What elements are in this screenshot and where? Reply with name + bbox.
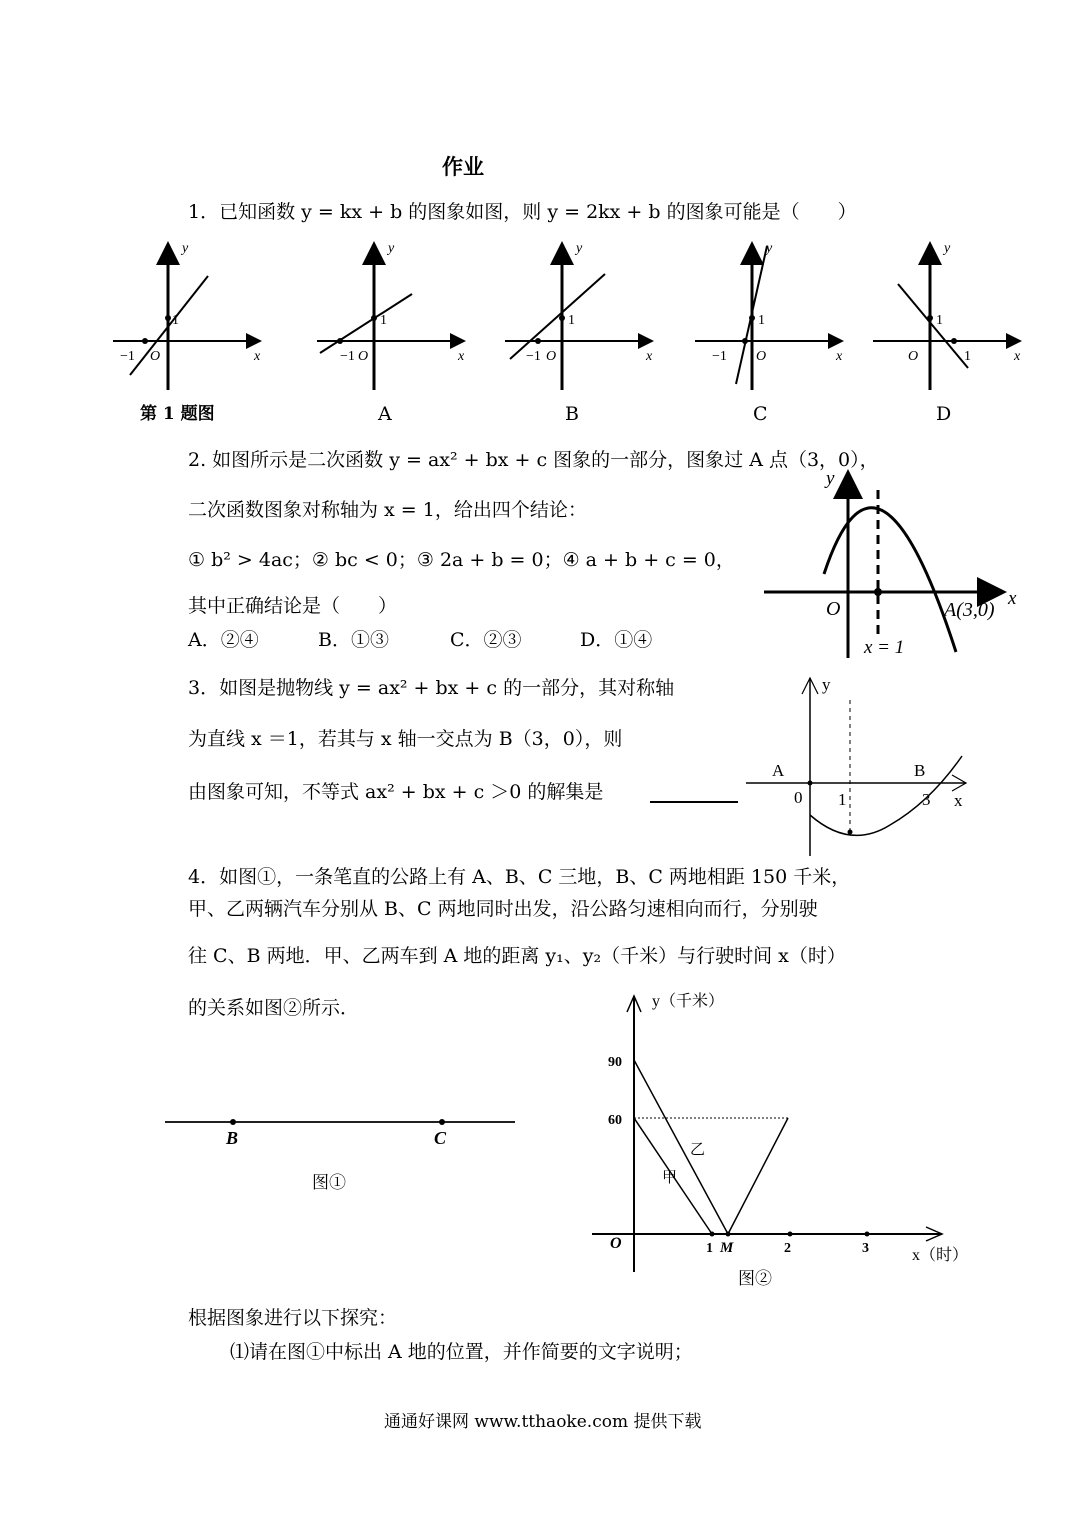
q1-text: 1．已知函数 y = kx + b 的图象如图，则 y = 2kx + b 的图象可能是（ ） — [188, 201, 857, 223]
q3-fig-0: 0 — [794, 788, 803, 807]
q4-line4: 的关系如图②所示． — [188, 997, 360, 1019]
q4-figure2 — [588, 990, 988, 1280]
q4-fig2-tick-90: 90 — [608, 1055, 622, 1070]
q2-line1: 2. 如图所示是二次函数 y = ax² + bx + c 图象的一部分，图象过 A 点（3，0）， — [188, 449, 879, 471]
q4-explore-intro: 根据图象进行以下探究： — [188, 1307, 398, 1329]
q2-option-c: C．②③ — [450, 629, 522, 651]
svg-text:1: 1 — [758, 313, 765, 328]
q2-parabola-figure — [760, 468, 1030, 658]
q4-fig1-point-b: B — [226, 1128, 239, 1148]
q1-axis-x: x — [254, 349, 261, 364]
svg-text:1: 1 — [380, 313, 387, 328]
svg-text:−1: −1 — [712, 349, 727, 364]
q3-fig-1: 1 — [838, 790, 847, 809]
q3-fig-3: 3 — [922, 790, 931, 809]
q1-figure-label: 第 1 题图 — [140, 404, 215, 424]
q4-fig2-y-label: y（千米） — [652, 993, 725, 1010]
q1-option-b-label: B — [565, 403, 579, 425]
q2-option-a: A．②④ — [188, 629, 259, 651]
q1-tick-neg1: −1 — [120, 349, 135, 364]
svg-text:O: O — [358, 349, 369, 364]
q2-option-d: D．①④ — [580, 629, 653, 651]
q4-fig2-label-yi: 乙 — [690, 1142, 706, 1158]
svg-text:O: O — [908, 349, 919, 364]
q3-parabola-figure — [740, 672, 980, 862]
q1-option-b-graph — [500, 238, 660, 398]
q4-fig2-caption: 图② — [738, 1269, 772, 1289]
q4-fig2-tick-2: 2 — [784, 1241, 791, 1256]
q2-line2: 二次函数图象对称轴为 x = 1，给出四个结论： — [188, 499, 587, 521]
q3-line3: 由图象可知，不等式 ax² + bx + c ＞0 的解集是 — [188, 781, 604, 803]
q4-fig2-line-yi — [634, 1060, 728, 1234]
svg-text:1: 1 — [964, 349, 971, 364]
q3-fig-a: A — [772, 761, 785, 780]
svg-text:x: x — [458, 349, 465, 364]
q3-fig-y: y — [822, 675, 831, 694]
svg-text:O: O — [756, 349, 767, 364]
q3-fig-b: B — [914, 761, 926, 780]
q4-fig2-point-m: M — [720, 1240, 734, 1256]
svg-text:x: x — [1008, 588, 1017, 609]
q1-option-a-graph — [312, 238, 472, 398]
svg-text:y: y — [388, 241, 395, 256]
q4-fig2-x-label: x（时） — [912, 1247, 969, 1264]
q4-fig2-tick-60: 60 — [608, 1113, 622, 1128]
svg-text:−1: −1 — [340, 349, 355, 364]
q4-part1: ⑴请在图①中标出 A 地的位置，并作简要的文字说明； — [230, 1341, 693, 1363]
svg-text:y: y — [944, 241, 951, 256]
svg-text:1: 1 — [936, 313, 943, 328]
q2-fig-axis-label: x = 1 — [864, 637, 905, 658]
q4-line3: 往 C、B 两地．甲、乙两车到 A 地的距离 y₁、y₂（千米）与行驶时间 x（时） — [188, 945, 846, 967]
q1-option-a-label: A — [378, 403, 392, 425]
svg-text:x: x — [1014, 349, 1021, 364]
svg-text:x: x — [646, 349, 653, 364]
svg-text:x: x — [836, 349, 843, 364]
q2-fig-point-a: A(3,0) — [944, 599, 995, 621]
q2-line3: ① b² > 4ac；② bc < 0；③ 2a + b = 0；④ a + b + c = 0， — [188, 549, 735, 571]
q1-origin: O — [150, 349, 161, 364]
q3-fig-x: x — [954, 791, 963, 810]
q1-option-d-graph — [868, 238, 1028, 398]
page-footer: 通通好课网 www.tthaoke.com 提供下载 — [384, 1412, 702, 1432]
q1-figure — [108, 238, 268, 398]
svg-text:y: y — [766, 241, 773, 256]
q1-axis-y: y — [182, 241, 189, 256]
q4-line1: 4．如图①，一条笔直的公路上有 A、B、C 三地，B、C 两地相距 150 千米， — [188, 866, 851, 888]
svg-text:y: y — [576, 241, 583, 256]
q2-fig-origin: O — [826, 598, 841, 620]
q4-fig2-label-jia: 甲 — [662, 1170, 678, 1186]
q2-option-b: B．①③ — [318, 629, 389, 651]
page-title: 作业 — [442, 154, 484, 179]
q4-fig1-point-c: C — [434, 1128, 447, 1148]
q4-line2: 甲、乙两辆汽车分别从 B、C 两地同时出发，沿公路匀速相向而行，分别驶 — [188, 898, 818, 920]
q1-option-d-label: D — [936, 403, 952, 425]
svg-text:O: O — [546, 349, 557, 364]
q4-fig2-origin: O — [610, 1235, 622, 1252]
q3-line1: 3．如图是抛物线 y = ax² + bx + c 的一部分，其对称轴 — [188, 677, 675, 699]
svg-text:−1: −1 — [526, 349, 541, 364]
q4-fig2-tick-1: 1 — [706, 1241, 713, 1256]
q4-fig1-caption: 图① — [312, 1173, 346, 1193]
q4-fig2-tick-3: 3 — [862, 1241, 869, 1256]
q1-tick-1: 1 — [172, 313, 179, 328]
svg-text:y: y — [826, 468, 835, 489]
q3-answer-blank[interactable] — [650, 801, 738, 803]
q2-line4: 其中正确结论是（ ） — [188, 595, 398, 617]
q1-option-c-graph — [690, 238, 850, 398]
q1-option-c-label: C — [753, 403, 768, 425]
svg-text:1: 1 — [568, 313, 575, 328]
q3-line2: 为直线 x ＝1，若其与 x 轴一交点为 B（3，0），则 — [188, 728, 623, 750]
